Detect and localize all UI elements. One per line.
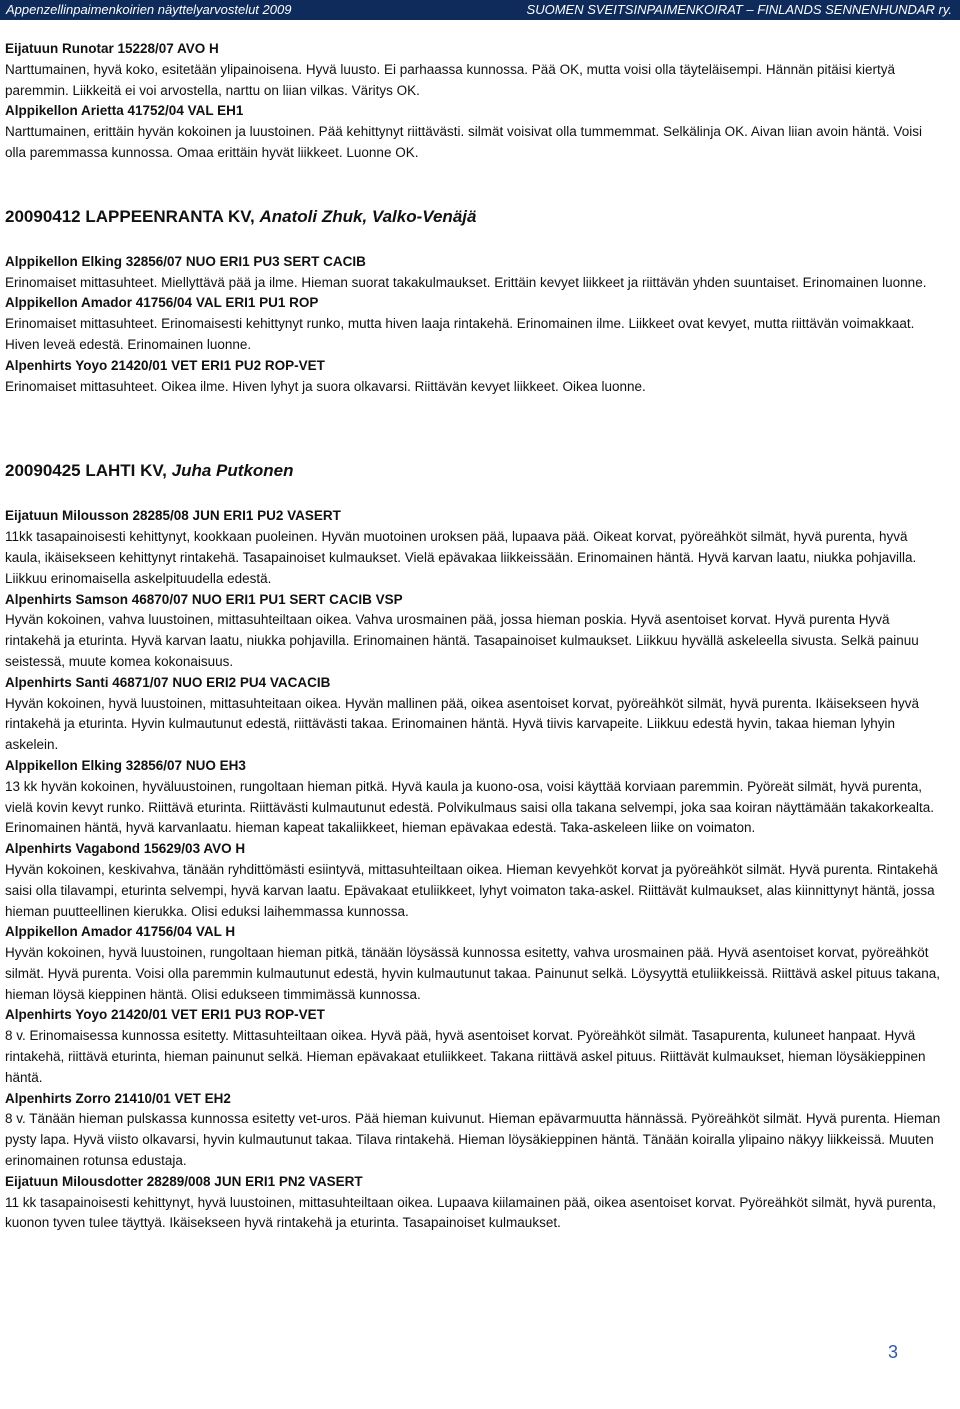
entry-text: Erinomaiset mittasuhteet. Erinomaisesti kehittynyt runko, mutta hiven laaja rintakehä. Erinomainen ilme. Liikkeet ovat kevyet, mutta riittävän voimakkaat. Hiven leveä edestä. Erinomainen luonne. bbox=[5, 316, 915, 352]
dog-entry bbox=[5, 252, 945, 294]
section-title bbox=[5, 460, 945, 482]
intro-entries bbox=[5, 39, 945, 164]
entry-title: Alpenhirts Vagabond 15629/03 AVO H bbox=[5, 841, 246, 857]
entry-text: Hyvän kokoinen, keskivahva, tänään ryhdittömästi esiintyvä, mittasuhteiltaan oikea. Hieman kevyehköt korvat ja pyöreähköt silmät. Hyvä purenta. Rintakehä saisi olla tilavampi, eturinta selvempi, hyvä karvan laatu. Epävakaat etuliikkeet, lyhyt voimaton taka-askel. Riittävät kulmaukset, alas kiinnittynyt häntä, jossa hieman puutteellinen kierukka. Olisi eduksi laihemmassa kunnossa. bbox=[5, 861, 938, 919]
spacer bbox=[5, 397, 945, 439]
dog-entry bbox=[5, 506, 945, 589]
dog-entry bbox=[5, 673, 945, 756]
entry-text: Hyvän kokoinen, vahva luustoinen, mittasuhteiltaan oikea. Vahva urosmainen pää, jossa hieman poskia. Hyvä asentoiset korvat. Hyvä purenta Hyvä rintakehä ja eturinta. Hyvä karvan laatu, niukka pohjavilla. Erinomainen häntä. Tasapainoiset kulmaukset. Liikkuu hyvällä askeleella sivusta. Selkä painuu seistessä, muute komea kokonaisuus. bbox=[5, 612, 919, 669]
entry-text: Erinomaiset mittasuhteet. Oikea ilme. Hiven lyhyt ja suora olkavarsi. Riittävän kevyet liikkeet. Oikea luonne. bbox=[5, 378, 646, 394]
entry-title: Alpenhirts Samson 46870/07 NUO ERI1 PU1 SERT CACIB VSP bbox=[5, 591, 403, 607]
entry-title: Alppikellon Arietta 41752/04 VAL EH1 bbox=[5, 103, 244, 119]
entry-title: Alpenhirts Yoyo 21420/01 VET ERI1 PU3 ROP-VET bbox=[5, 1007, 325, 1023]
section-judge: Juha Putkonen bbox=[171, 461, 294, 481]
entry-title: Alppikellon Elking 32856/07 NUO ERI1 PU3 SERT CACIB bbox=[5, 253, 366, 269]
entry-title: Alppikellon Elking 32856/07 NUO EH3 bbox=[5, 757, 246, 773]
header-left-title: Appenzellinpaimenkoirien näyttelyarvostelut 2009 bbox=[6, 2, 292, 17]
dog-entry bbox=[5, 293, 945, 355]
entry-title: Alpenhirts Santi 46871/07 NUO ERI2 PU4 VACACIB bbox=[5, 674, 331, 690]
dog-entry bbox=[5, 1089, 945, 1172]
entry-title: Alpenhirts Yoyo 21420/01 VET ERI1 PU2 ROP-VET bbox=[5, 357, 325, 373]
entry-text: Hyvän kokoinen, hyvä luustoinen, mittasuhteitaan oikea. Hyvän mallinen pää, oikea asentoiset korvat, pyöreähköt silmät, hyvä purenta. Ikäisekseen hyvä rintakehä ja eturinta. Hyvin kulmautunut edestä, riittävästi takaa. Erinomainen häntä. Hyvä tiivis karvapeite. Liikkuu edestä hyvin, takaa hieman lyhyin askelein. bbox=[5, 695, 920, 753]
entry-title: Eijatuun Runotar 15228/07 AVO H bbox=[5, 41, 219, 56]
page-number: 3 bbox=[887, 1342, 898, 1362]
page-header bbox=[0, 0, 960, 20]
section-date-place: 20090412 LAPPEENRANTA KV, bbox=[5, 206, 255, 226]
dog-entry bbox=[5, 922, 945, 1005]
dog-entry bbox=[5, 1172, 945, 1234]
section-judge: Anatoli Zhuk, Valko-Venäjä bbox=[259, 206, 477, 226]
entry-text: 11 kk tasapainoisesti kehittynyt, hyvä luustoinen, mittasuhteiltaan oikea. Lupaava kiilamainen pää, oikea asentoiset korvat. Pyöreähköt silmät, hyvä purenta, kuonon tyven tulee täyttyä. Ikäisekseen hyvä rintakehä ja eturinta. Tasapainoiset kulmaukset. bbox=[5, 1194, 937, 1231]
entry-title: Eijatuun Milousson 28285/08 JUN ERI1 PU2 VASERT bbox=[5, 508, 341, 524]
entry-title: Alppikellon Amador 41756/04 VAL H bbox=[5, 924, 236, 940]
entry-text: 8 v. Tänään hieman pulskassa kunnossa esitetty vet-uros. Pää hieman kuivunut. Hieman epävarmuutta hännässä. Pyöreähköt silmät. Hyvä purenta. Hieman pysty lapa. Hyvä viisto olkavarsi, hyvin kulmautunut takaa. Tilava rintakehä. Hieman löysäkieppinen häntä. Tänään koiralla ylipaino näkyy liikkeissä. Muuten erinomainen rotunsa edustaja. bbox=[5, 1111, 941, 1169]
entry-text: Narttumainen, hyvä koko, esitetään ylipainoisena. Hyvä luusto. Ei parhaassa kunnossa. Pää OK, mutta voisi olla täyteläisempi. Hännän pitäisi kiertyä paremmin. Liikkeitä ei voi arvostella, narttu on liian vilkas. Väritys OK. bbox=[5, 61, 895, 98]
show-section-lahti bbox=[5, 460, 945, 1234]
entry-title: Alppikellon Amador 41756/04 VAL ERI1 PU1 ROP bbox=[5, 295, 319, 311]
entry-text: Narttumainen, erittäin hyvän kokoinen ja luustoinen. Pää kehittynyt riittävästi. silmät voisivat olla tummemmat. Selkälinja OK. Aivan liian avoin häntä. Voisi olla paremmassa kunnossa. Omaa erittäin hyvät liikkeet. Luonne OK. bbox=[5, 124, 922, 160]
entry-text: 11kk tasapainoisesti kehittynyt, kookkaan puoleinen. Hyvän muotoinen uroksen pää, lupaava pää. Oikeat korvat, pyöreähköt silmät, hyvä purenta, hyvä kaula, ikäisekseen kehittynyt rintakehä. Tasapainoiset kulmaukset. Vielä epävakaa liikkeissään. Erinomainen häntä. Hyvä karvan laatu, niukka pohjavilla. Liikkuu erinomaisella askelpituudella edestä. bbox=[5, 529, 917, 586]
dog-entry bbox=[5, 101, 945, 163]
dog-entry bbox=[5, 756, 945, 839]
dog-entry bbox=[5, 839, 945, 922]
header-right-title: SUOMEN SVEITSINPAIMENKOIRAT – FINLANDS SENNENHUNDAR ry. bbox=[526, 2, 952, 17]
dog-entry bbox=[5, 39, 945, 101]
entry-text: Hyvän kokoinen, hyvä luustoinen, rungoltaan hieman pitkä, tänään löysässä kunnossa esitetty, vahva urosmainen pää. Hyvä asentoiset korvat, pyöreähköt silmät. Hyvä purenta. Voisi olla paremmin kulmautunut edestä, hyvin kulmautunut takaa. Painunut selkä. Löysyyttä etuliikkeissä. Riittävä askel pituus takana, hieman löysä kieppinen häntä. Olisi edukseen timmimässä kunnossa. bbox=[5, 945, 940, 1002]
dog-entry bbox=[5, 590, 945, 673]
show-section-lappeenranta bbox=[5, 206, 945, 398]
section-date-place: 20090425 LAHTI KV, bbox=[5, 461, 167, 481]
entry-title: Alpenhirts Zorro 21410/01 VET EH2 bbox=[5, 1090, 231, 1106]
document-body bbox=[5, 39, 945, 1234]
section-title bbox=[5, 206, 945, 228]
dog-entry bbox=[5, 1005, 945, 1088]
entry-text: 13 kk hyvän kokoinen, hyväluustoinen, rungoltaan hieman pitkä. Hyvä kaula ja kuono-osa, voisi käyttää korviaan paremmin. Pyöreät silmät, hyvä purenta, vielä kovin kevyt runko. Riittävä eturinta. Riittävästi kulmautunut edestä. Polvikulmaus saisi olla takana selvempi, joka saa koiran näyttämään takakorkealta. Erinomainen häntä, hyvä karvanlaatu. hieman kapeat takaliikkeet, hieman epävakaa edestä. Taka-askeleen liike on voimaton. bbox=[5, 778, 934, 836]
entry-text: 8 v. Erinomaisessa kunnossa esitetty. Mittasuhteiltaan oikea. Hyvä pää, hyvä asentoiset korvat. Pyöreähköt silmät. Tasapurenta, kuluneet hanpaat. Hyvä rintakehä, riittävä eturinta, hieman painunut selkä. Hieman epävakaat etuliikkeet. Takana riittävä askel pituus. Riittävät kulmaukset, hieman löysäkieppinen häntä. bbox=[5, 1028, 926, 1085]
entry-title: Eijatuun Milousdotter 28289/008 JUN ERI1 PN2 VASERT bbox=[5, 1173, 363, 1189]
dog-entry bbox=[5, 356, 945, 398]
spacer bbox=[5, 164, 945, 185]
entry-text: Erinomaiset mittasuhteet. Miellyttävä pää ja ilme. Hieman suorat takakulmaukset. Erittäin kevyet liikkeet ja riittävän yhden suuntaiset. Erinomainen luonne. bbox=[5, 274, 927, 290]
